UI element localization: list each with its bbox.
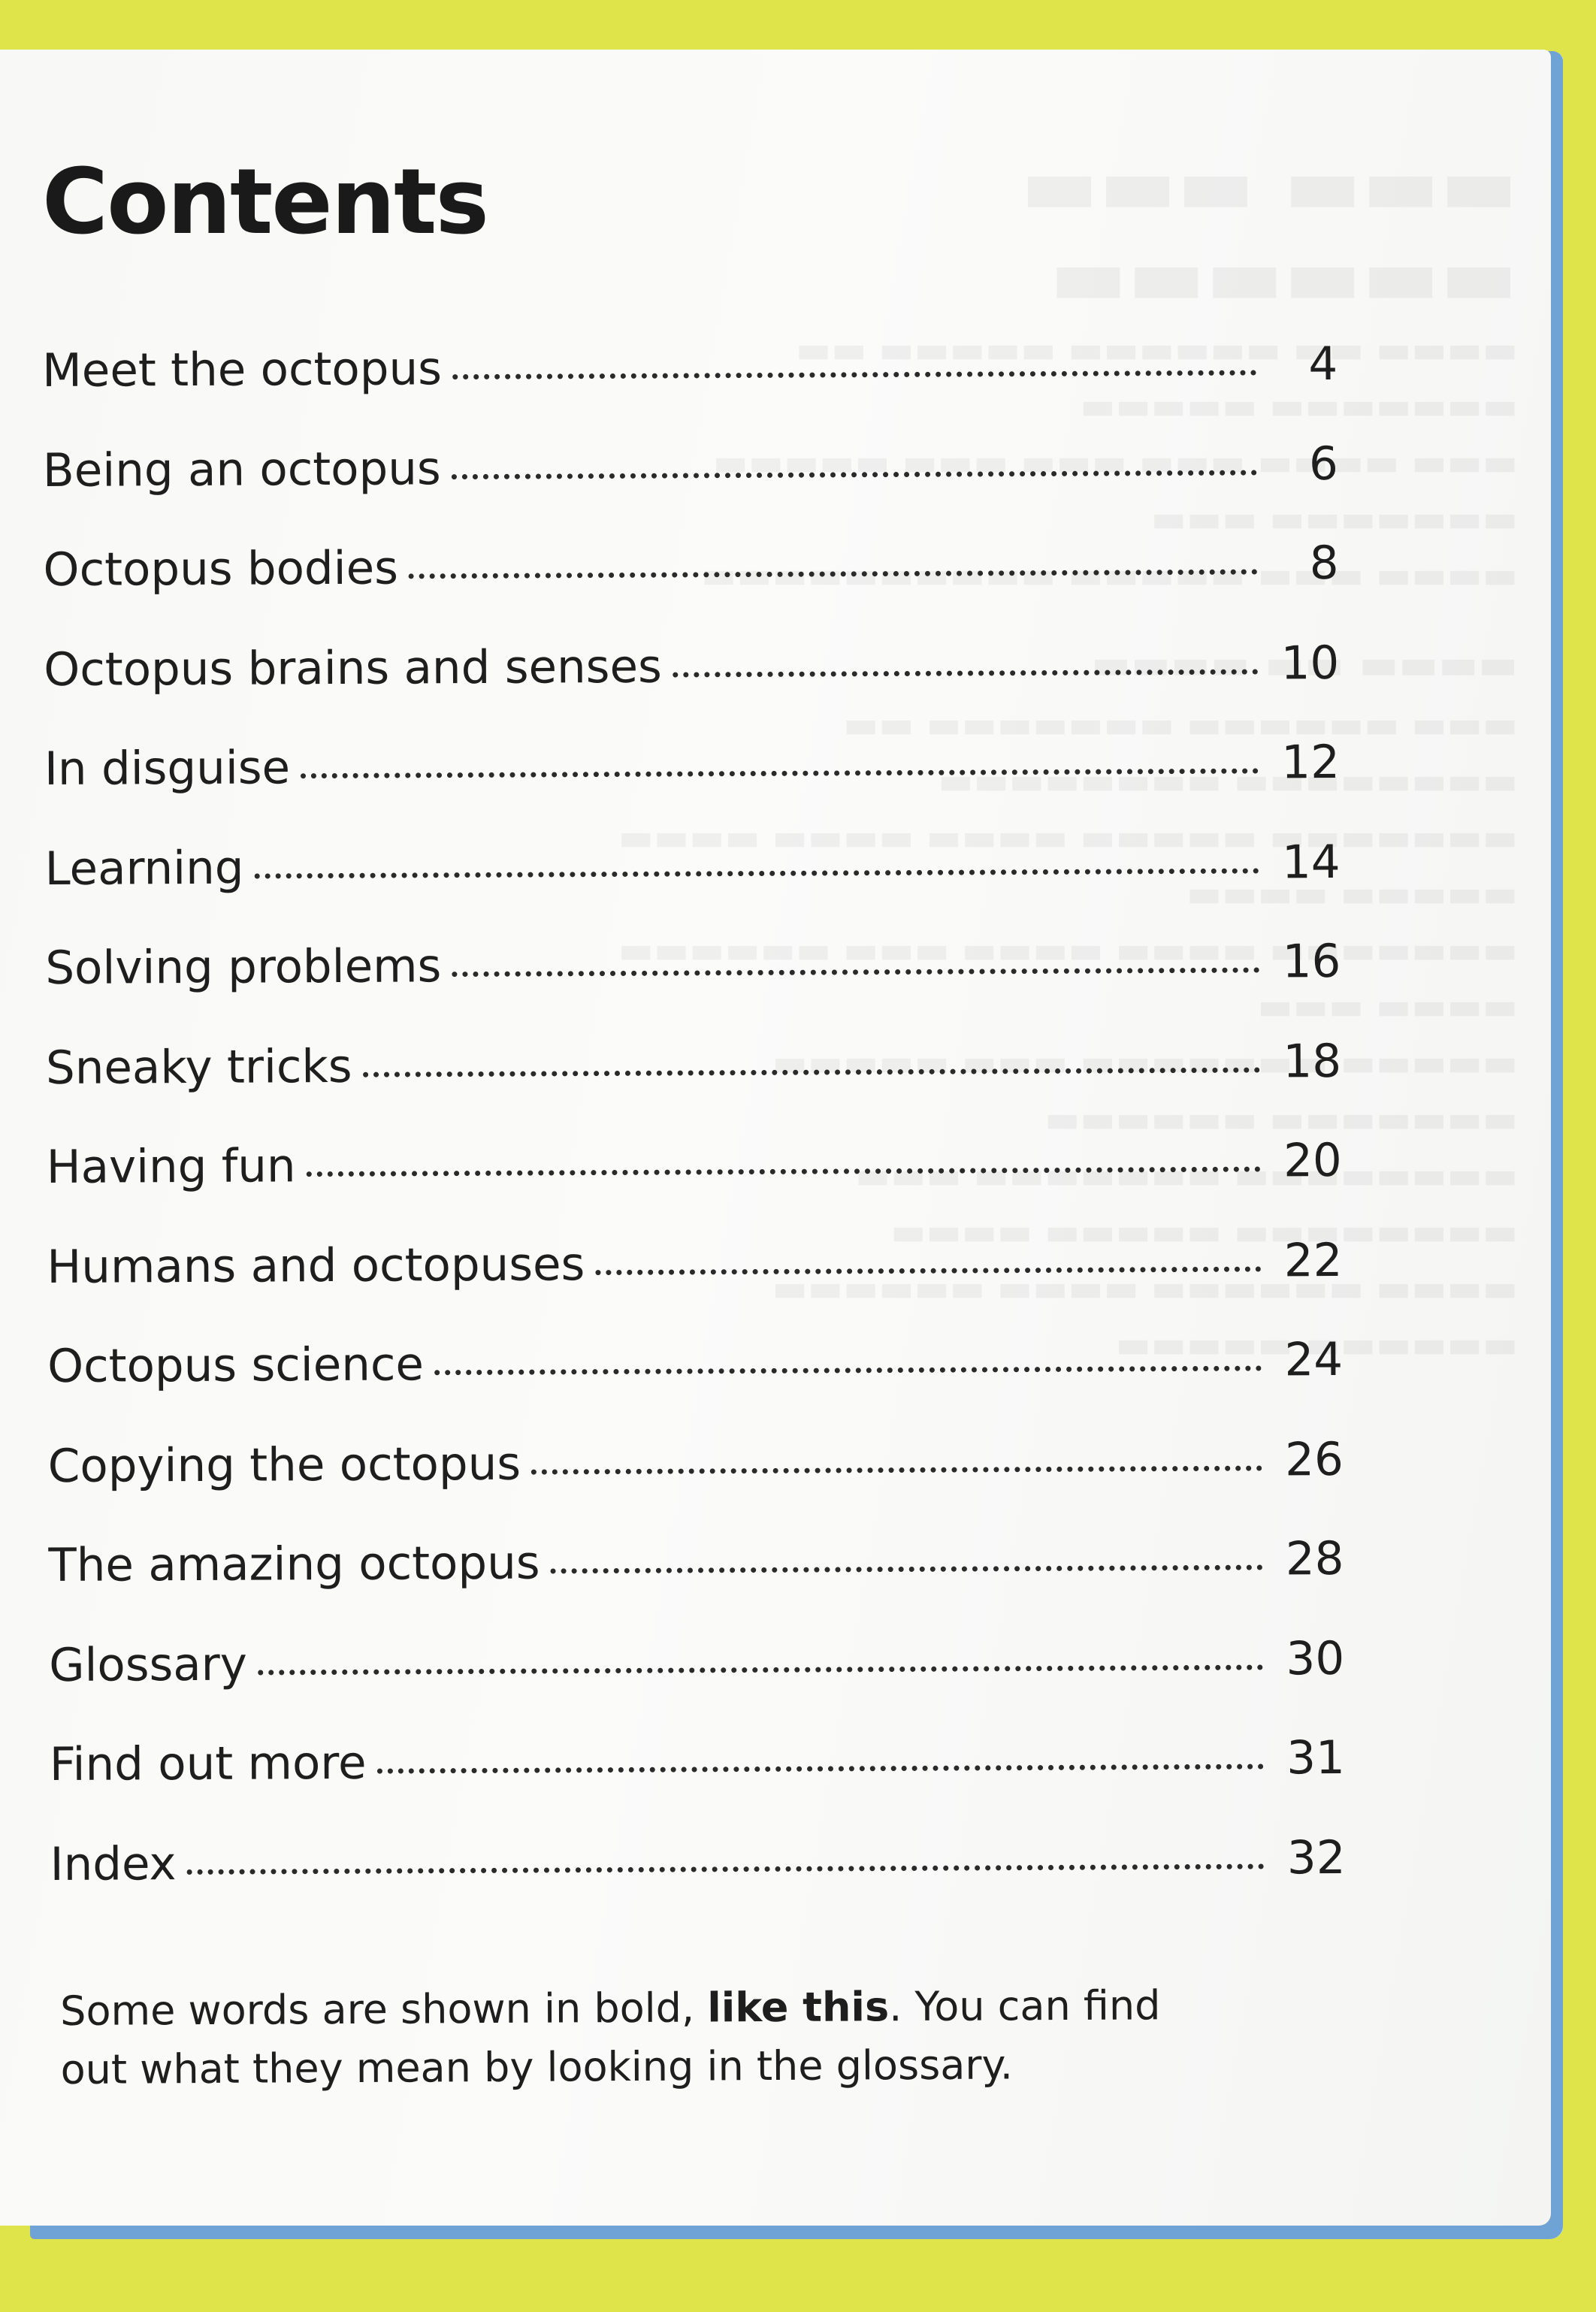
toc-entry-page-number: 20	[1283, 1133, 1342, 1188]
table-of-contents	[42, 337, 1346, 1937]
toc-entry-title: Find out more	[49, 1736, 367, 1791]
note-text-start: Some words are shown in bold,	[60, 1984, 708, 2035]
toc-entry-title: Octopus bodies	[43, 541, 399, 597]
toc-entry-page-number: 24	[1284, 1332, 1344, 1387]
toc-entry-title: Sneaky tricks	[45, 1039, 352, 1095]
toc-entry-title: Glossary	[49, 1637, 248, 1692]
toc-entry-title: Solving problems	[45, 939, 442, 995]
toc-entry-page-number: 22	[1283, 1233, 1343, 1287]
toc-entry[interactable]	[46, 1034, 1342, 1141]
note-bold-example: like this	[707, 1983, 890, 2032]
note-text-end: . You can find out what they mean by looking in the glossary.	[60, 1981, 1161, 2094]
toc-entry[interactable]	[47, 1233, 1343, 1340]
toc-entry[interactable]	[50, 1731, 1346, 1838]
page-title: Contents	[42, 150, 488, 255]
dot-leader	[452, 370, 1256, 380]
toc-entry-title: The amazing octopus	[48, 1536, 540, 1592]
toc-entry-title: Copying the octopus	[47, 1437, 521, 1493]
toc-entry[interactable]	[48, 1432, 1344, 1539]
dot-leader	[673, 669, 1258, 677]
dot-leader	[258, 1664, 1263, 1675]
toc-entry-page-number: 32	[1286, 1830, 1346, 1884]
toc-entry[interactable]	[49, 1631, 1345, 1738]
dot-leader	[187, 1863, 1265, 1875]
toc-entry[interactable]	[50, 1830, 1346, 1937]
toc-entry-page-number: 6	[1308, 437, 1339, 491]
dot-leader	[452, 968, 1259, 978]
toc-entry-page-number: 12	[1281, 735, 1341, 790]
toc-entry-title: Being an octopus	[42, 441, 441, 497]
toc-entry-page-number: 31	[1286, 1730, 1346, 1785]
toc-entry-title: In disguise	[44, 741, 291, 796]
toc-entry[interactable]	[44, 835, 1341, 941]
toc-entry[interactable]	[43, 536, 1339, 643]
toc-entry-title: Having fun	[46, 1139, 296, 1194]
toc-entry-page-number: 30	[1286, 1631, 1345, 1685]
toc-entry-page-number: 26	[1284, 1432, 1344, 1486]
toc-entry[interactable]	[42, 337, 1338, 444]
toc-entry-page-number: 14	[1281, 835, 1341, 889]
toc-entry-page-number: 18	[1283, 1034, 1342, 1088]
toc-entry[interactable]	[47, 1333, 1344, 1440]
toc-entry-title: Meet the octopus	[42, 342, 443, 397]
toc-entry-title: Octopus brains and senses	[44, 639, 662, 697]
glossary-note	[60, 1976, 1188, 2099]
toc-entry[interactable]	[47, 1134, 1343, 1241]
dot-leader	[595, 1266, 1261, 1275]
toc-entry-page-number: 10	[1280, 636, 1340, 690]
dot-leader	[377, 1764, 1264, 1774]
toc-entry-title: Humans and octopuses	[47, 1237, 585, 1294]
toc-entry[interactable]	[44, 736, 1341, 842]
toc-entry-page-number: 8	[1309, 536, 1339, 591]
toc-entry[interactable]	[45, 935, 1341, 1041]
toc-entry-title: Octopus science	[47, 1337, 425, 1393]
toc-entry-title: Learning	[44, 841, 244, 896]
dot-leader	[434, 1366, 1262, 1376]
dot-leader	[307, 1167, 1261, 1177]
toc-entry[interactable]	[43, 437, 1339, 543]
book-page	[0, 50, 1551, 2226]
toc-entry[interactable]	[44, 636, 1340, 742]
toc-entry-page-number: 4	[1308, 337, 1338, 391]
dot-leader	[551, 1565, 1263, 1574]
toc-entry-page-number: 16	[1282, 934, 1341, 989]
toc-entry-page-number: 28	[1285, 1531, 1344, 1586]
dot-leader	[409, 570, 1258, 579]
dot-leader	[255, 868, 1259, 878]
toc-entry[interactable]	[48, 1532, 1344, 1639]
dot-leader	[531, 1465, 1262, 1474]
dot-leader	[452, 470, 1257, 479]
dot-leader	[301, 769, 1259, 779]
toc-entry-title: Index	[50, 1836, 177, 1891]
dot-leader	[363, 1067, 1260, 1077]
